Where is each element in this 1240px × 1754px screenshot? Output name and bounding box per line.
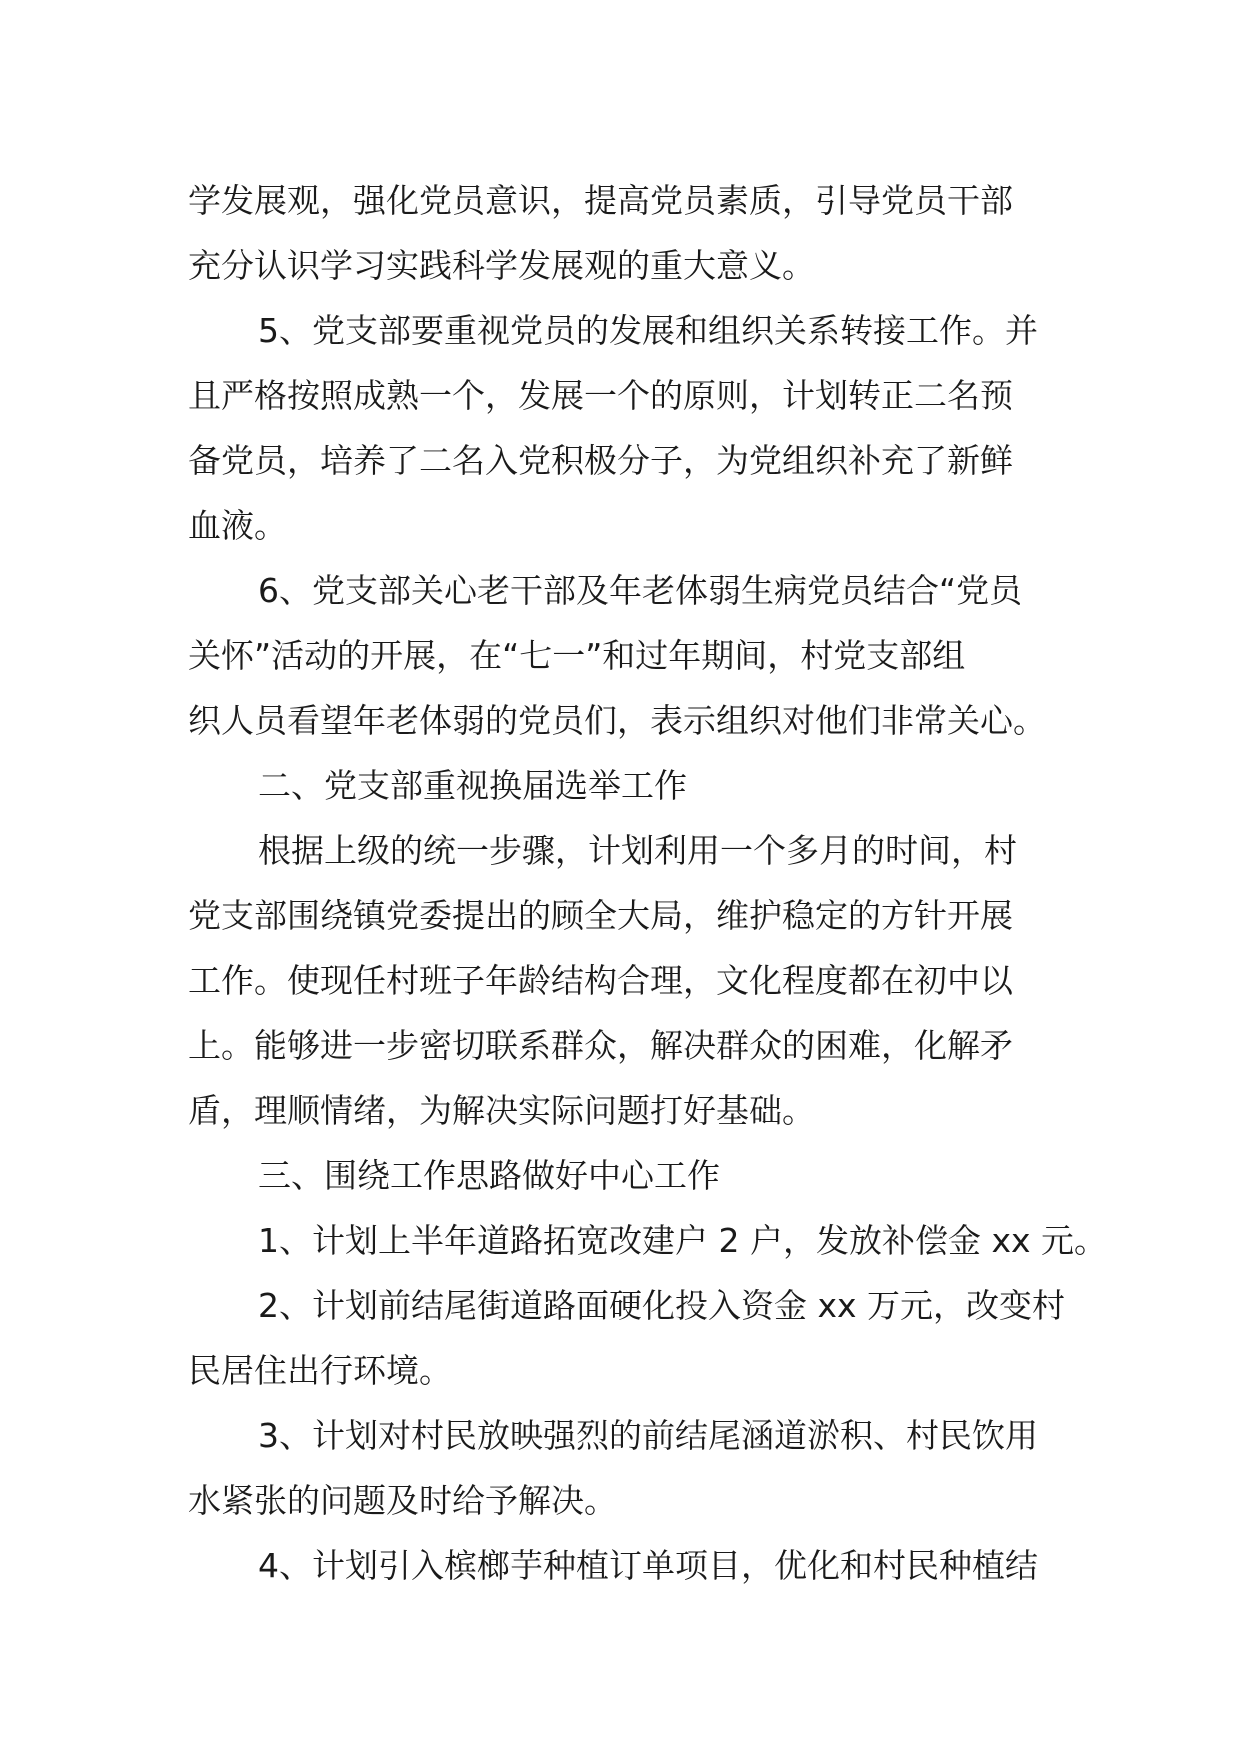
- paragraph: [188, 1273, 1064, 1403]
- text-line: 血液。: [188, 506, 287, 545]
- text-line: 根据上级的统一步骤，计划利用一个多月的时间，村: [258, 831, 1017, 870]
- paragraph: [188, 168, 1064, 298]
- text-line: 6、党支部关心老干部及年老体弱生病党员结合“党员: [258, 571, 1023, 610]
- text-line: 4、计划引入槟榔芋种植订单项目，优化和村民种植结: [258, 1546, 1038, 1585]
- text-line: 充分认识学习实践科学发展观的重大意义。: [188, 246, 815, 285]
- text-line: 党支部围绕镇党委提出的顾全大局，维护稳定的方针开展: [188, 896, 1013, 935]
- text-line: 5、党支部要重视党员的发展和组织关系转接工作。并: [258, 311, 1038, 350]
- text-line: 民居住出行环境。: [188, 1351, 452, 1390]
- paragraph: [188, 1533, 1064, 1598]
- text-line: 盾，理顺情绪，为解决实际问题打好基础。: [188, 1091, 815, 1130]
- paragraph: [188, 1208, 1108, 1273]
- text-line: 水紧张的问题及时给予解决。: [188, 1481, 617, 1520]
- paragraph: [188, 298, 1064, 558]
- text-line: 备党员，培养了二名入党积极分子，为党组织补充了新鲜: [188, 441, 1013, 480]
- text-line: 且严格按照成熟一个，发展一个的原则，计划转正二名预: [188, 376, 1013, 415]
- text-line: 工作。使现任村班子年龄结构合理，文化程度都在初中以: [188, 961, 1013, 1000]
- document-body: [188, 168, 1108, 1598]
- paragraph: [188, 753, 1064, 818]
- text-line: 关怀”活动的开展，在“七一”和过年期间，村党支部组: [188, 636, 966, 675]
- paragraph: [188, 1403, 1064, 1533]
- paragraph: [188, 818, 1064, 1143]
- text-line: 二、党支部重视换届选举工作: [258, 766, 687, 805]
- text-line: 上。能够进一步密切联系群众，解决群众的困难，化解矛: [188, 1026, 1013, 1065]
- text-line: 织人员看望年老体弱的党员们，表示组织对他们非常关心。: [188, 701, 1046, 740]
- text-line: 2、计划前结尾街道路面硬化投入资金 xx 万元，改变村: [258, 1286, 1066, 1325]
- text-line: 3、计划对村民放映强烈的前结尾涵道淤积、村民饮用: [258, 1416, 1038, 1455]
- text-line: 1、计划上半年道路拓宽改建户 2 户，发放补偿金 xx 元。: [258, 1221, 1108, 1260]
- text-line: 三、围绕工作思路做好中心工作: [258, 1156, 720, 1195]
- text-line: 学发展观，强化党员意识，提高党员素质，引导党员干部: [188, 181, 1013, 220]
- paragraph: [188, 1143, 1064, 1208]
- paragraph: [188, 558, 1064, 753]
